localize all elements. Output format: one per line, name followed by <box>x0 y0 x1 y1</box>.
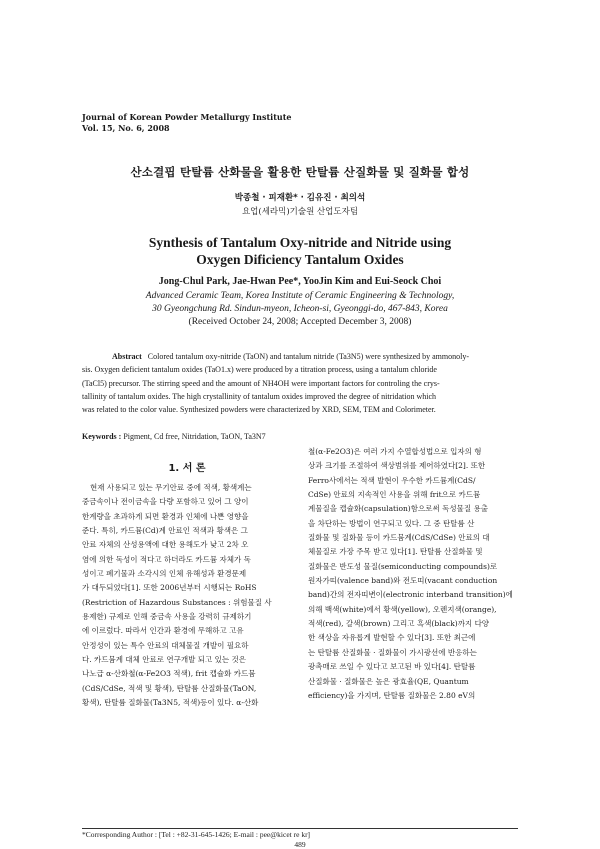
page-number: 489 <box>294 840 306 849</box>
journal-volume: Vol. 15, No. 6, 2008 <box>82 123 170 133</box>
body-line: 질화물은 반도성 물질(semiconducting compounds)로 <box>308 561 498 571</box>
korean-authors: 박종철 · 피재환* · 김유진 · 최의석 <box>234 193 366 203</box>
body-line: 상과 크기를 조절하여 색상범위를 제어하였다[2]. 또한 <box>308 461 486 471</box>
keywords-text: Pigment, Cd free, Nitridation, TaON, Ta3N7 <box>123 432 266 441</box>
abstract-text: was related to the color value. Synthesized powders were characterized by XRD, SEM, TEM and Colorimeter. <box>82 405 436 415</box>
body-line: 원자가띠(valence band)와 전도띠(vacant conduction <box>308 576 498 586</box>
english-title <box>0 234 600 268</box>
body-line: 한계량을 초과하게 되면 환경과 인체에 나쁜 영향을 <box>82 511 249 521</box>
english-affiliation <box>0 290 600 315</box>
body-line: 안료 자체의 산성용액에 대한 용해도가 낮고 2차 오 <box>82 540 249 550</box>
footnote-divider <box>82 828 518 829</box>
body-line: (Restriction of Hazardous Substances : 위험물질 사 <box>82 597 272 607</box>
body-line: 의해 백색(white)에서 황색(yellow), 오렌지색(orange), <box>308 604 497 614</box>
body-line: 는 탄탈륨 산질화물 · 질화물이 가시광선에 반응하는 <box>308 647 477 657</box>
abstract-text: (TaCl5) precursor. The stirring speed and the amount of NH4OH were important factors for controling the crys- <box>82 378 440 388</box>
body-line: 준다. 특히, 카드뮴(Cd)계 안료인 적색과 황색은 그 <box>82 526 248 536</box>
body-line: 안정성이 있는 특수 안료의 대체물질 개발이 필요하 <box>82 640 249 650</box>
corresponding-author-footnote: *Corresponding Author : [Tel : +82-31-645-1426; E-mail : pee@kicet re kr] <box>82 830 311 839</box>
body-line: 나노급 α-산화철(α-Fe2O3 적색), frit 캡슐화 카드뮴 <box>82 669 256 679</box>
english-title-line: Oxygen Dificiency Tantalum Oxides <box>196 252 404 267</box>
body-line: 체물질로 가장 주목 받고 있다[1]. 탄탈륨 산질화물 및 <box>308 547 483 557</box>
keywords <box>82 432 518 441</box>
english-authors: Jong-Chul Park, Jae-Hwan Pee*, YooJin Kim and Eui-Seock Choi <box>158 276 442 287</box>
abstract-label: Abstract <box>112 352 142 361</box>
section-heading: 1. 서 론 <box>168 463 206 474</box>
received-dates: (Received October 24, 2008; Accepted December 3, 2008) <box>188 317 412 327</box>
journal-name: Journal of Korean Powder Metallurgy Institute <box>82 112 292 122</box>
left-column <box>82 481 294 711</box>
body-line: 계물질을 캡슐화(capsulation)함으로써 독성물질 용출 <box>308 504 488 514</box>
body-line: 황색), 탄탈륨 질화물(Ta3N5, 적색)등이 있다. α-산화 <box>82 698 259 708</box>
affiliation-line: Advanced Ceramic Team, Korea Institute of Ceramic Engineering & Technology, <box>145 291 455 301</box>
abstract-text: Colored tantalum oxy-nitride (TaON) and tantalum nitride (Ta3N5) were synthesized by ammonoly- <box>147 352 470 361</box>
body-line: 성이고 폐기물과 소각시의 인체 유해성과 환경문제 <box>82 569 247 579</box>
body-line: 광촉매로 쓰일 수 있다고 보고된 바 있다[4]. 탄탈륨 <box>308 662 476 672</box>
abstract-line-0 <box>82 350 518 363</box>
abstract-text: tallinity of tantalum oxides. The high crystallinity of tantalum oxides improved the degree of nitridation which <box>82 391 436 401</box>
body-line: Ferro사에서는 적색 발현이 우수한 카드뮴계(CdS/ <box>308 475 476 485</box>
body-line: 산질화물 · 질화물은 높은 광효율(QE, Quantum <box>308 676 469 686</box>
body-line: 가 대두되었다[1]. 또한 2006년부터 시행되는 RoHS <box>82 583 257 593</box>
body-line: efficiency)을 가지며, 탄탈륨 질화물은 2.80 eV의 <box>308 690 476 700</box>
body-line: 현재 사용되고 있는 무기안료 중에 적색, 황색계는 <box>90 483 252 492</box>
keywords-label: Keywords : <box>82 432 122 441</box>
right-column <box>308 445 520 703</box>
body-line: band)간의 전자띠변이(electronic interband transition)에 <box>308 590 513 600</box>
body-line: 한 색상을 자유롭게 발현할 수 있다[3]. 또한 최근에 <box>308 633 476 643</box>
body-line: 염에 의한 독성이 적다고 하더라도 카드뮴 자체가 독 <box>82 554 251 564</box>
body-line: (CdS/CdSe, 적색 및 황색), 탄탈륨 산질화물(TaON, <box>82 683 257 693</box>
body-line: CdSe) 안료의 지속적인 사용을 위해 frit으로 카드뮴 <box>308 490 481 500</box>
korean-title: 산소결핍 탄탈륨 산화물을 활용한 탄탈륨 산질화물 및 질화물 합성 <box>130 165 470 179</box>
body-line: 에 이르렀다. 따라서 인간과 환경에 무해하고 고유 <box>82 626 244 636</box>
affiliation-line: 30 Gyeongchung Rd. Sindun-myeon, Icheon-si, Gyeonggi-do, 467-843, Korea <box>152 303 448 314</box>
journal-header <box>82 112 292 134</box>
abstract-text: sis. Oxygen deficient tantalum oxides (TaO1.x) were produced by a titration process, using a tantalum chloride <box>82 365 437 375</box>
body-line: 적색(red), 갈색(brown) 그리고 흑색(black)까지 다양 <box>308 619 490 629</box>
abstract <box>82 350 518 416</box>
body-line: 을 차단하는 방법이 연구되고 있다. 그 중 탄탈륨 산 <box>308 518 475 528</box>
body-line: 질화물 및 질화물 등이 카드뮴계(CdS/CdSe) 안료의 대 <box>308 533 490 543</box>
body-line: 철(α-Fe2O3)은 여러 가지 수열합성법으로 입자의 형 <box>308 447 482 456</box>
body-line: 다. 카드뮴계 대체 안료로 연구개발 되고 있는 것은 <box>82 655 246 665</box>
body-line: 중금속이나 전이금속을 다량 포함하고 있어 그 양이 <box>82 497 249 507</box>
body-line: 용제한) 규제로 인해 중금속 사용을 강력히 규제하기 <box>82 612 252 622</box>
english-title-line: Synthesis of Tantalum Oxy-nitride and Nitride using <box>148 235 452 250</box>
korean-affiliation: 요업(세라믹)기술원 산업도자팀 <box>241 207 359 217</box>
